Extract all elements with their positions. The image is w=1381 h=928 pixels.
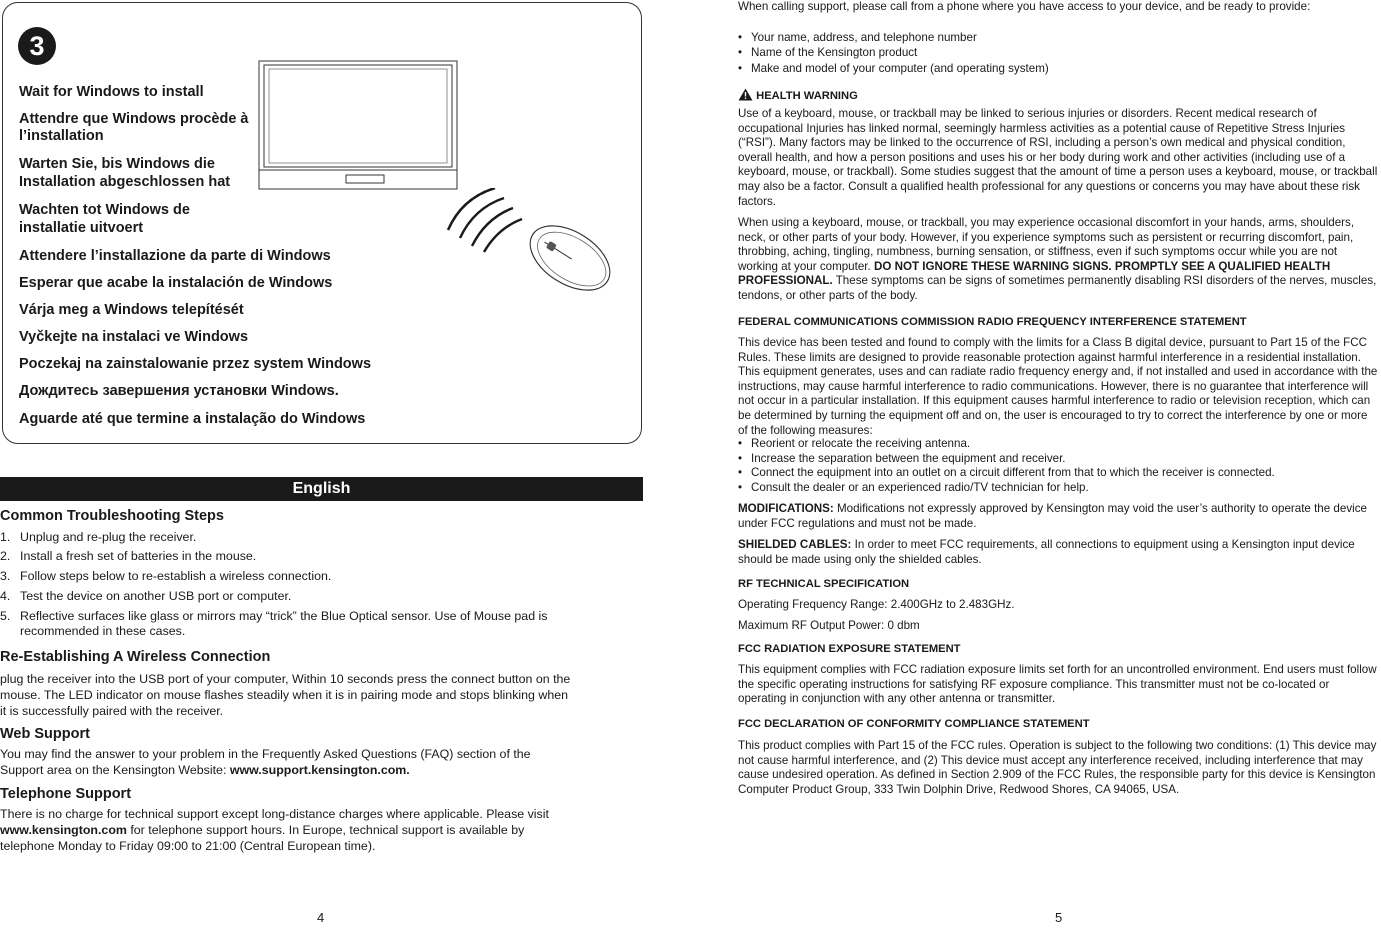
list-item: • Connect the equipment into an outlet on a circuit different from that to which the receiver is connected. [738, 466, 1275, 479]
radiation-paragraph: This equipment complies with FCC radiation exposure limits set forth for an uncontrolled environment. End users must follow the specific operating instructions for satisfying RF exposure compliance. This transmitter must not be co-located or operating in conjunction with any other antenna or transmitter. [738, 663, 1377, 706]
telephone-support-heading: Telephone Support [0, 786, 132, 802]
list-text: Connect the equipment into an outlet on a circuit different from that to which the receiver is connected. [751, 466, 1275, 479]
troubleshooting-heading: Common Troubleshooting Steps [0, 508, 224, 524]
list-item: • Name of the Kensington product [738, 46, 918, 59]
step-line: Warten Sie, bis Windows die [19, 156, 215, 172]
list-text: Reflective surfaces like glass or mirrors may “trick” the Blue Optical sensor. Use of Mouse pad is recommended in these cases. [20, 609, 548, 638]
list-text: Name of the Kensington product [751, 46, 918, 59]
list-item [0, 530, 620, 545]
calling-intro: When calling support, please call from a phone where you have access to your device, and be ready to provide: [738, 0, 1311, 13]
health-warning-emphasis: DO NOT IGNORE THESE WARNING SIGNS. PROMPTLY SEE A QUALIFIED HEALTH PROFESSIONAL. [738, 259, 1331, 288]
list-item [0, 569, 620, 584]
mouse-illustration [440, 188, 625, 308]
step-line: Aguarde até que termine a instalação do Windows [19, 411, 366, 427]
health-paragraph: Use of a keyboard, mouse, or trackball may be linked to serious injuries or disorders. Recent medical research of occupational Injuries has linked normal, seemingly harmless activities as a potential cause of Repetitive Stress Injuries (“RSI”). Many factors may be linked to the occurrence of RSI, including a person’s own medical and physical condition, overall health, and how a person positions and uses his or her body during work and other activities (including use of a keyboard, mouse, or trackball). Some studies suggest that the amount of time a person uses a keyboard, mouse, or trackball may also be a factor. Consult a qualified health professional for any questions or concerns you may have about these risk factors. [738, 107, 1378, 208]
step-line: Vyčkejte na instalaci ve Windows [19, 329, 249, 345]
list-item: • Consult the dealer or an experienced radio/TV technician for help. [738, 481, 1089, 494]
step-line: installatie uitvoert [19, 220, 144, 236]
language-bar: English [0, 477, 643, 501]
web-support-heading: Web Support [0, 726, 90, 742]
web-support-text: Support area on the Kensington Website: [0, 763, 230, 777]
shielded-cables-text: In order to meet FCC requirements, all connections to equipment using a Kensington input device should be made using only the shielded cables. [738, 538, 1355, 566]
web-support-line [0, 763, 410, 779]
modifications-paragraph [738, 502, 1378, 531]
shielded-cables-label: SHIELDED CABLES: [738, 538, 852, 551]
health-paragraph-text: These symptoms can be signs of sometimes permanently disabling RSI disorders of the nerves, muscles, tendons, or other parts of the body. [738, 274, 1377, 302]
step-line: Esperar que acabe la instalación de Windows [19, 275, 333, 291]
health-paragraph-text: When using a keyboard, mouse, or trackball, you may experience occasional discomfort in your hands, arms, shoulders, neck, or other parts of your body. However, if you experience symptoms such as persistent or recurring discomfort, pain, throbbing, aching, tingling, numbness, burning sensation, or stiffness, even if such symptoms occur while you are not working at your computer. [738, 216, 1355, 273]
shielded-cables-paragraph [738, 538, 1378, 567]
list-item: • Increase the separation between the equipment and receiver. [738, 452, 1066, 465]
step-line: Installation abgeschlossen hat [19, 174, 231, 190]
web-support-line: You may find the answer to your problem in the Frequently Asked Questions (FAQ) section of the [0, 747, 531, 761]
list-item: • Make and model of your computer (and operating system) [738, 62, 1049, 75]
conformity-paragraph: This product complies with Part 15 of the FCC rules. Operation is subject to the following two conditions: (1) This device may not cause harmful interference, and (2) This device must accept any interference received, including interference that may cause undesired operation. As defined in Section 2.909 of the FCC Rules, the responsible party for this device is Kensington Computer Product Group, 333 Twin Dolphin Drive, Redwood Shores, CA 94065, USA. [738, 739, 1377, 796]
reestablish-line: it is successfully paired with the receiver. [0, 704, 224, 718]
fcc-paragraph: This device has been tested and found to comply with the limits for a Class B digital device, pursuant to Part 15 of the FCC Rules. These limits are designed to provide reasonable protection against harmful interference in a residential installation. This equipment generates, uses and can radiate radio frequency energy and, if not installed and used in accordance with the instructions, may cause harmful interference to radio communications. However, there is no guarantee that interference will not occur in a particular installation. If this equipment causes harmful interference to radio or television reception, which can be determined by turning the equipment off and on, the user is encouraged to try to correct the interference by one or more of the following measures: [738, 336, 1378, 437]
list-text: Consult the dealer or an experienced radio/TV technician for help. [751, 481, 1089, 494]
step-line: Wait for Windows to install [19, 84, 204, 100]
list-text: Your name, address, and telephone number [751, 31, 977, 44]
list-text: Increase the separation between the equipment and receiver. [751, 452, 1066, 465]
list-item [0, 609, 610, 638]
reestablish-heading: Re-Establishing A Wireless Connection [0, 649, 271, 665]
health-paragraph [738, 216, 1378, 304]
list-text: Reorient or relocate the receiving antenna. [751, 437, 971, 450]
telephone-support-line [0, 823, 524, 839]
step-number-badge: 3 [18, 27, 56, 65]
modifications-text: Modifications not expressly approved by Kensington may void the user’s authority to operate the device under FCC regulations and must not be made. [738, 502, 1367, 530]
telephone-support-text: for telephone support hours. In Europe, technical support is available by [126, 823, 525, 837]
list-number: 5. [0, 609, 11, 623]
list-number: 1. [0, 530, 11, 544]
rf-frequency: Operating Frequency Range: 2.400GHz to 2.483GHz. [738, 598, 1015, 611]
step-line: Poczekaj na zainstalowanie przez system Windows [19, 356, 372, 372]
list-item [0, 549, 620, 564]
list-text: Install a fresh set of batteries in the mouse. [20, 549, 257, 563]
left-column [0, 508, 643, 878]
telephone-support-line: telephone Monday to Friday 09:00 to 21:00 (Central European time). [0, 839, 376, 853]
list-number: 3. [0, 569, 11, 583]
step-line: Várja meg a Windows telepítését [19, 302, 244, 318]
list-number: 2. [0, 549, 11, 563]
rf-power: Maximum RF Output Power: 0 dbm [738, 619, 920, 632]
list-text: Test the device on another USB port or computer. [20, 589, 292, 603]
page-number-left: 4 [317, 910, 325, 925]
list-number: 4. [0, 589, 11, 603]
list-text: Unplug and re-plug the receiver. [20, 530, 197, 544]
step-line: Дождитесь завершения установки Windows. [19, 383, 339, 399]
list-text: Make and model of your computer (and operating system) [751, 62, 1049, 75]
support-site-link[interactable]: www.support.kensington.com. [229, 763, 410, 777]
step-line: Wachten tot Windows de [19, 202, 190, 218]
right-column [738, 0, 1378, 905]
list-item: • Reorient or relocate the receiving antenna. [738, 437, 971, 450]
reestablish-line: mouse. The LED indicator on mouse flashes steadily when it is in pairing mode and stops blinking when [0, 688, 568, 702]
fcc-heading: FEDERAL COMMUNICATIONS COMMISSION RADIO FREQUENCY INTERFERENCE STATEMENT [738, 316, 1247, 328]
list-text: Follow steps below to re-establish a wireless connection. [20, 569, 332, 583]
warning-icon [738, 88, 753, 101]
modifications-label: MODIFICATIONS: [738, 502, 834, 515]
step-line: Attendre que Windows procède à [19, 111, 249, 127]
health-warning-title: HEALTH WARNING [756, 90, 858, 102]
rf-spec-heading: RF TECHNICAL SPECIFICATION [738, 578, 910, 590]
telephone-support-line: There is no charge for technical support except long-distance charges where applicable. Please visit [0, 807, 549, 821]
list-item [0, 589, 620, 604]
laptop-illustration [258, 60, 458, 190]
step-line: l’installation [19, 128, 104, 144]
page-number-right: 5 [1055, 910, 1063, 925]
kensington-site-link[interactable]: www.kensington.com [0, 823, 127, 837]
step-line: Attendere l’installazione da parte di Windows [19, 248, 331, 264]
radiation-heading: FCC RADIATION EXPOSURE STATEMENT [738, 643, 961, 655]
list-item: • Your name, address, and telephone number [738, 31, 977, 44]
conformity-heading: FCC DECLARATION OF CONFORMITY COMPLIANCE STATEMENT [738, 718, 1090, 730]
reestablish-line: plug the receiver into the USB port of your computer, Within 10 seconds press the connect button on the [0, 672, 571, 686]
health-warning-heading [738, 88, 858, 102]
